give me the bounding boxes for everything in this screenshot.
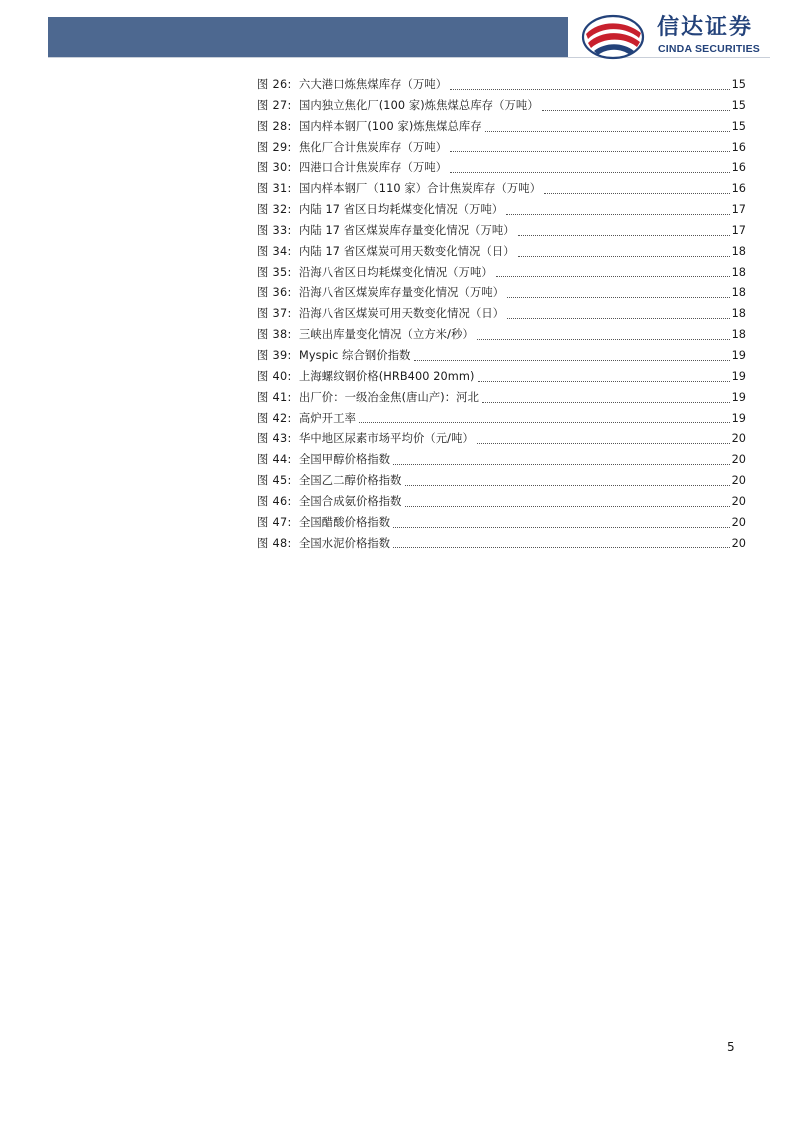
toc-entry-label: 图 43: [257,432,292,446]
toc-entry-page: 16 [731,161,746,175]
toc-entry-title[interactable]: 全国乙二醇价格指数 [299,474,402,488]
toc-entry[interactable] [257,367,746,388]
toc-entry[interactable] [257,513,746,534]
toc-dot-leader [482,401,730,403]
toc-entry-label: 图 26: [257,78,292,91]
figure-list [257,75,746,554]
toc-entry[interactable] [257,409,746,430]
toc-dot-leader [506,213,729,215]
toc-entry-page: 19 [731,348,746,362]
page-number: 5 [727,1040,735,1054]
toc-entry-title[interactable]: 三峡出库量变化情况（立方米/秒） [299,328,474,342]
toc-entry-page: 18 [731,286,746,300]
toc-entry[interactable] [257,242,746,263]
toc-dot-leader [544,192,730,194]
toc-entry[interactable] [257,388,746,409]
toc-entry-label: 图 37: [257,307,292,321]
toc-entry[interactable] [257,263,746,284]
brand-name-cn: 信达证券 [657,15,754,40]
toc-entry-label: 图 44: [257,453,292,467]
toc-dot-leader [507,296,729,298]
toc-entry-title[interactable]: 出厂价：一级冶金焦(唐山产)：河北 [299,390,479,404]
toc-entry-label: 图 29: [257,140,292,154]
toc-entry-title[interactable]: 国内样本钢厂（110 家）合计焦炭库存（万吨） [299,182,542,196]
toc-entry-page: 15 [731,119,746,133]
toc-entry-label: 图 35: [257,265,292,279]
toc-entry-page: 19 [731,369,746,383]
toc-dot-leader [393,463,729,465]
toc-entry[interactable] [257,221,746,242]
toc-entry-label: 图 40: [257,369,292,383]
toc-dot-leader [518,234,730,236]
toc-dot-leader [450,150,729,152]
toc-entry-page: 17 [731,203,746,217]
toc-entry-title[interactable]: Myspic 综合钢价指数 [299,348,411,362]
toc-entry-label: 图 47: [257,515,292,529]
toc-entry-title[interactable]: 沿海八省区日均耗煤变化情况（万吨） [299,265,493,279]
toc-entry-label: 图 38: [257,328,292,342]
toc-entry-page: 15 [731,78,746,91]
toc-entry-page: 16 [731,140,746,154]
toc-entry[interactable] [257,450,746,471]
toc-entry-label: 图 48: [257,536,292,550]
toc-entry-page: 19 [731,411,746,425]
toc-entry-title[interactable]: 焦化厂合计焦炭库存（万吨） [299,140,448,154]
toc-entry-page: 20 [731,536,746,550]
toc-entry-page: 19 [731,390,746,404]
toc-entry[interactable] [257,492,746,513]
toc-dot-leader [450,171,729,173]
toc-entry[interactable] [257,117,746,138]
toc-entry[interactable] [257,158,746,179]
toc-entry-title[interactable]: 沿海八省区煤炭可用天数变化情况（日） [299,307,505,321]
toc-dot-leader [477,338,730,340]
toc-entry[interactable] [257,96,746,117]
toc-entry[interactable] [257,138,746,159]
toc-entry[interactable] [257,471,746,492]
toc-entry-page: 18 [731,265,746,279]
toc-dot-leader [450,88,729,90]
toc-entry-title[interactable]: 华中地区尿素市场平均价（元/吨） [299,432,474,446]
toc-entry-title[interactable]: 高炉开工率 [299,411,356,425]
toc-entry-title[interactable]: 内陆 17 省区煤炭可用天数变化情况（日） [299,244,515,258]
toc-dot-leader [477,442,730,444]
toc-dot-leader [405,505,730,507]
toc-entry-title[interactable]: 全国水泥价格指数 [299,536,391,550]
toc-entry-label: 图 32: [257,203,292,217]
toc-entry-label: 图 42: [257,411,292,425]
cinda-logo-icon [581,14,645,60]
toc-entry[interactable] [257,283,746,304]
toc-entry-page: 20 [731,515,746,529]
toc-entry-page: 20 [731,453,746,467]
toc-entry[interactable] [257,325,746,346]
toc-dot-leader [405,484,730,486]
toc-entry[interactable] [257,179,746,200]
toc-entry-label: 图 41: [257,390,292,404]
toc-entry-title[interactable]: 六大港口炼焦煤库存（万吨） [299,78,448,91]
toc-entry-page: 15 [731,98,746,112]
toc-entry-label: 图 34: [257,244,292,258]
toc-entry[interactable] [257,346,746,367]
toc-entry-title[interactable]: 全国甲醇价格指数 [299,453,391,467]
toc-entry-label: 图 46: [257,494,292,508]
toc-entry-page: 20 [731,474,746,488]
toc-entry-label: 图 31: [257,182,292,196]
toc-entry-title[interactable]: 内陆 17 省区煤炭库存量变化情况（万吨） [299,223,515,237]
toc-entry-label: 图 39: [257,348,292,362]
toc-entry[interactable] [257,200,746,221]
toc-entry-label: 图 27: [257,98,292,112]
toc-dot-leader [507,317,729,319]
toc-entry-page: 18 [731,244,746,258]
toc-dot-leader [485,130,730,132]
toc-entry-title[interactable]: 内陆 17 省区日均耗煤变化情况（万吨） [299,203,504,217]
toc-entry-title[interactable]: 全国合成氨价格指数 [299,494,402,508]
toc-entry-title[interactable]: 沿海八省区煤炭库存量变化情况（万吨） [299,286,505,300]
toc-entry-title[interactable]: 上海螺纹钢价格(HRB400 20mm) [299,369,475,383]
toc-entry[interactable] [257,429,746,450]
header-divider [48,57,770,58]
toc-entry-page: 18 [731,307,746,321]
toc-entry-label: 图 33: [257,223,292,237]
toc-dot-leader [496,275,730,277]
header-bar [48,17,568,57]
toc-entry[interactable] [257,75,746,96]
toc-dot-leader [414,359,730,361]
toc-entry-label: 图 36: [257,286,292,300]
toc-dot-leader [518,255,730,257]
toc-entry-title[interactable]: 国内样本钢厂(100 家)炼焦煤总库存 [299,119,482,133]
toc-entry[interactable] [257,304,746,325]
toc-entry-title[interactable]: 四港口合计焦炭库存（万吨） [299,161,448,175]
toc-entry-label: 图 30: [257,161,292,175]
toc-entry-title[interactable]: 全国醋酸价格指数 [299,515,391,529]
toc-dot-leader [393,546,729,548]
toc-entry-page: 18 [731,328,746,342]
toc-entry-label: 图 28: [257,119,292,133]
toc-entry-page: 20 [731,432,746,446]
toc-dot-leader [359,421,730,423]
toc-entry-label: 图 45: [257,474,292,488]
toc-dot-leader [542,109,730,111]
toc-dot-leader [393,526,729,528]
toc-dot-leader [478,380,730,382]
toc-entry[interactable] [257,534,746,555]
toc-entry-page: 20 [731,494,746,508]
brand-name-en: CINDA SECURITIES [658,43,760,55]
toc-entry-page: 16 [731,182,746,196]
toc-entry-title[interactable]: 国内独立焦化厂(100 家)炼焦煤总库存（万吨） [299,98,539,112]
toc-entry-page: 17 [731,223,746,237]
